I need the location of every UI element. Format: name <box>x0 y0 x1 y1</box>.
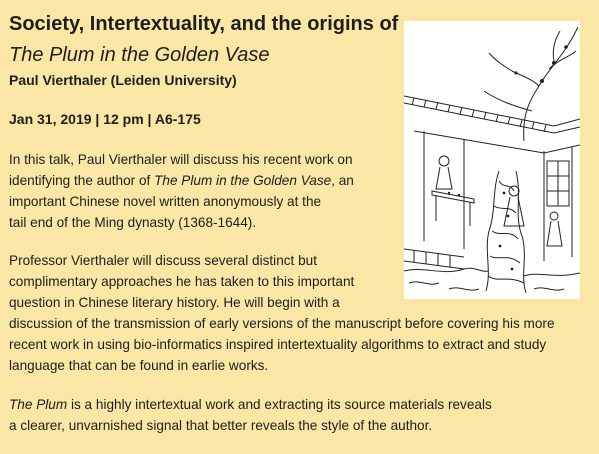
paragraph-line: question in Chinese literary history. He will begin with a <box>9 295 340 310</box>
paragraph-line: Professor Vierthaler will discuss several distinct but <box>9 253 317 268</box>
talk-title: Society, Intertextuality, and the origins of <box>9 13 399 35</box>
paragraph-line: a clearer, unvarnished signal that better reveals the style of the author. <box>9 418 433 433</box>
paragraph-line <box>9 394 492 415</box>
paragraph-line: In this talk, Paul Vierthaler will discuss his recent work on <box>9 152 353 167</box>
paragraph-line: tail end of the Ming dynasty (1368-1644). <box>9 215 257 230</box>
paragraph-line: language that can be found in earlie works. <box>9 358 269 373</box>
speaker-name: Paul Vierthaler (Leiden University) <box>9 72 237 88</box>
paragraph-line: complimentary approaches he has taken to this important <box>9 274 355 289</box>
book-title-emphasis: The Plum in the Golden Vase <box>154 173 332 188</box>
date-time-location: Jan 31, 2019 | 12 pm | A6-175 <box>9 111 201 127</box>
book-title-emphasis: The Plum <box>9 397 68 412</box>
paragraph-line: recent work in using bio-informatics inspired intertextuality algorithms to extract and study <box>9 337 547 352</box>
paragraph-line: discussion of the transmission of early versions of the manuscript before covering his more <box>9 316 555 331</box>
text-run: identifying the author of <box>9 173 155 188</box>
paragraph-line: important Chinese novel written anonymously at the <box>9 194 322 209</box>
paragraph-summary <box>9 394 492 436</box>
talk-title-book: The Plum in the Golden Vase <box>9 44 270 66</box>
paragraph-intro <box>9 149 354 233</box>
text-run: is a highly intertextual work and extracting its source materials reveals <box>67 397 492 412</box>
woodblock-illustration-icon <box>404 21 580 299</box>
text-run: , an <box>331 173 354 188</box>
paragraph-line <box>9 170 354 191</box>
